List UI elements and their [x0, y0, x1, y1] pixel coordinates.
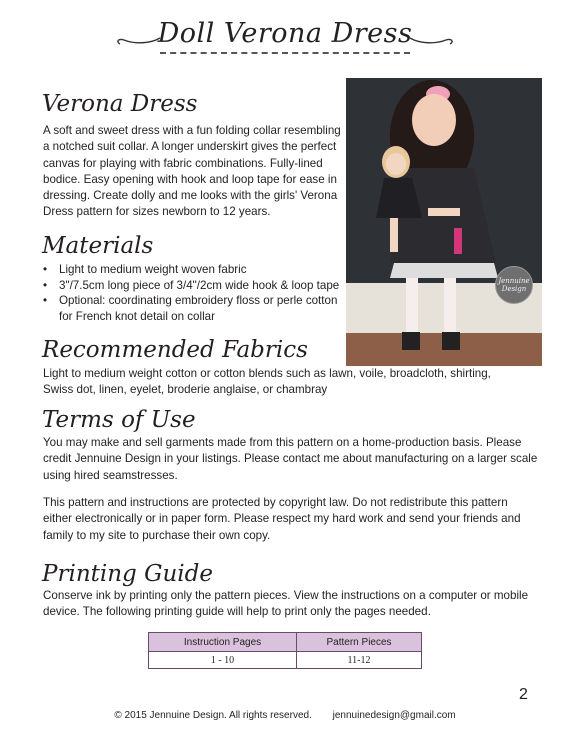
footer-copyright: © 2015 Jennuine Design. All rights reserved.	[114, 710, 312, 721]
printing-guide-table	[148, 632, 422, 669]
terms-paragraph-2: This pattern and instructions are protected by copyright law. Do not redistribute this pattern either electronically or in paper form. Please respect my hard work and send your friends and family to my site to purchase their own copy.	[43, 496, 521, 542]
product-photo	[346, 78, 542, 366]
list-item: • Optional: coordinating embroidery floss or perle cotton for French knot detail on collar	[43, 293, 343, 324]
table-header-pattern-pieces: Pattern Pieces	[297, 633, 422, 652]
table-row	[149, 652, 422, 669]
table-header-row	[149, 633, 422, 652]
list-item: • Light to medium weight woven fabric	[43, 262, 343, 278]
intro-paragraph: A soft and sweet dress with a fun folding collar resembling a notched suit collar. A longer underskirt gives the perfect canvas for playing with fabric combinations. Fully-lined bodice. Easy opening with hook and loop tape for ease in dressing. Create dolly and me looks with the girls' Verona Dress pattern for sizes newborn to 12 years.	[43, 124, 341, 219]
terms-heading: Terms of Use	[42, 407, 196, 433]
footer-email: jennuinedesign@gmail.com	[332, 710, 456, 721]
page-number: 2	[519, 686, 528, 703]
page-title: Doll Verona Dress	[157, 18, 413, 49]
table-cell-instruction-pages: 1 - 10	[149, 652, 297, 669]
title-underline	[160, 52, 410, 56]
terms-paragraph-1: You may make and sell garments made from this pattern on a home-production basis. Please credit Jennuine Design in your listings. Please contact me about manufacturing on a larger scale using hired seamstresses.	[43, 436, 538, 482]
brand-badge: Jennuine Design	[495, 266, 533, 304]
materials-list	[43, 262, 343, 324]
page-title-block	[0, 14, 570, 62]
right-swirl-ornament	[408, 28, 458, 52]
fabrics-paragraph: Light to medium weight cotton or cotton blends such as lawn, voile, broadcloth, shirting, Swiss dot, linen, eyelet, broderie anglaise, or chambray	[43, 367, 491, 397]
girl-with-doll-illustration	[346, 78, 542, 366]
materials-heading: Materials	[42, 233, 154, 259]
fabrics-heading: Recommended Fabrics	[42, 337, 308, 363]
footer	[0, 710, 570, 721]
table-header-instruction-pages: Instruction Pages	[149, 633, 297, 652]
printing-heading: Printing Guide	[42, 561, 213, 587]
intro-heading: Verona Dress	[42, 91, 198, 117]
table-cell-pattern-pieces: 11-12	[297, 652, 422, 669]
printing-paragraph: Conserve ink by printing only the pattern pieces. View the instructions on a computer or mobile device. The following printing guide will help to print only the pages needed.	[43, 589, 529, 619]
list-item: • 3"/7.5cm long piece of 3/4"/2cm wide hook & loop tape	[43, 278, 343, 294]
